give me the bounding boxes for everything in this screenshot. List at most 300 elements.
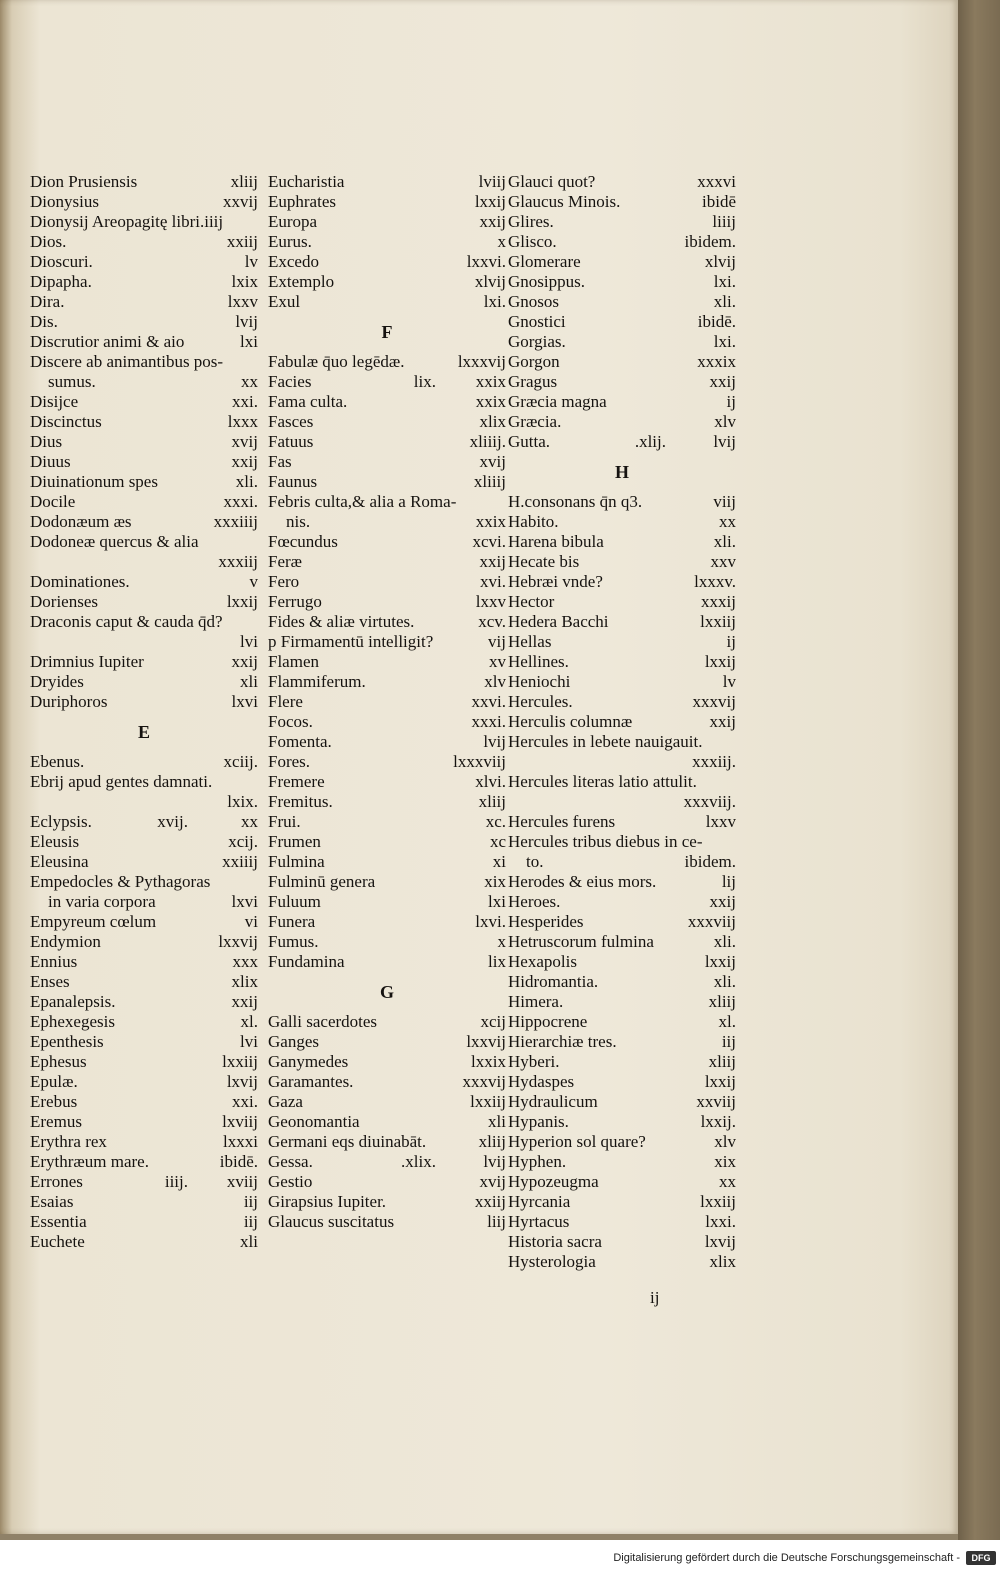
entry-term: Girapsius Iupiter. [268, 1192, 387, 1211]
entry-term: Docile [30, 492, 76, 511]
entry-folio: xlv [714, 412, 736, 431]
entry-term: Dion Prusiensis [30, 172, 138, 191]
entry-term: Euphrates [268, 192, 336, 211]
entry-term: Exul [268, 292, 301, 311]
index-entry [268, 532, 506, 552]
entry-term: Flammiferum. [268, 672, 366, 691]
entry-term: Dominationes. [30, 572, 130, 591]
entry-term: Hyrcania [508, 1192, 571, 1211]
entry-folio: lv [722, 672, 736, 691]
index-entry [268, 1212, 506, 1232]
index-entry [30, 972, 258, 992]
entry-term: Hyrtacus [508, 1212, 570, 1231]
entry-folio: xxvi. [471, 692, 506, 711]
entry-folio: xc. [485, 812, 506, 831]
entry-folio: ibidē. [219, 1152, 258, 1171]
entry-folio: xxij [709, 712, 736, 731]
entry-term: Glomerare [508, 252, 581, 271]
index-entry [508, 292, 736, 312]
entry-folio: xxij [709, 892, 736, 911]
entry-term: Fremitus. [268, 792, 333, 811]
index-entry [268, 1072, 506, 1092]
entry-term: Extemplo [268, 272, 335, 291]
index-entry [268, 612, 506, 632]
entry-term: Fabulæ q̄uo legēdæ. [268, 352, 405, 371]
entry-term: Fides & aliæ virtutes. [268, 612, 415, 631]
entry-folio: xlix [709, 1252, 736, 1271]
index-column-2 [268, 172, 506, 1232]
entry-term: Hydraulicum [508, 1092, 598, 1111]
index-entry [30, 332, 258, 352]
index-entry [30, 1232, 258, 1252]
entry-folio: xvij [231, 432, 258, 451]
entry-term: Glaucus Minois. [508, 192, 621, 211]
entry-term: Errones [30, 1172, 83, 1191]
index-entry [508, 252, 736, 272]
index-entry [30, 1152, 258, 1172]
index-entry [30, 792, 258, 812]
entry-term: Ephesus [30, 1052, 87, 1071]
entry-folio: lxvi [231, 892, 258, 911]
entry-folio: xli. [713, 532, 736, 551]
entry-term: Hercules literas latio attulit. [508, 772, 697, 791]
entry-secondary-ref: .xlix. [401, 1152, 436, 1171]
entry-folio: xciij. [223, 752, 258, 771]
entry-term: Hippocrene [508, 1012, 588, 1031]
index-entry [268, 1112, 506, 1132]
entry-folio: lxxij [226, 592, 258, 611]
entry-term: Hebræi vnde? [508, 572, 603, 591]
entry-folio: ibidem. [684, 232, 736, 251]
index-entry [268, 792, 506, 812]
index-entry [508, 372, 736, 392]
index-entry [268, 552, 506, 572]
entry-folio: xlvij [474, 272, 506, 291]
index-entry [268, 192, 506, 212]
entry-folio: lij [721, 872, 736, 891]
entry-term: H.consonans q̄n q3. [508, 492, 643, 511]
entry-folio: xviij [226, 1172, 258, 1191]
entry-term: Esaias [30, 1192, 74, 1211]
entry-term: Hercules. [508, 692, 573, 711]
index-entry [508, 1052, 736, 1072]
entry-folio: lxi. [713, 272, 736, 291]
entry-folio: lxix [231, 272, 258, 291]
index-entry [508, 732, 736, 752]
index-entry [268, 1132, 506, 1152]
entry-folio: lxxij. [700, 1112, 736, 1131]
entry-term: Gorgias. [508, 332, 566, 351]
index-entry [268, 512, 506, 532]
entry-folio: xli. [713, 972, 736, 991]
entry-folio: xlix [479, 412, 506, 431]
index-entry [268, 772, 506, 792]
entry-folio: lxxi. [705, 1212, 736, 1231]
index-entry [30, 1192, 258, 1212]
entry-term: Flamen [268, 652, 319, 671]
entry-folio: x [497, 932, 506, 951]
index-entry [268, 912, 506, 932]
entry-term: Hecate bis [508, 552, 580, 571]
entry-folio: xxxiiij [213, 512, 258, 531]
index-entry [30, 1112, 258, 1132]
index-entry [508, 532, 736, 552]
entry-term: Eleusina [30, 852, 89, 871]
entry-folio: xxvij [223, 192, 258, 211]
index-entry [508, 872, 736, 892]
index-entry [30, 872, 258, 892]
index-entry [268, 172, 506, 192]
index-entry [268, 752, 506, 772]
entry-term: Fores. [268, 752, 311, 771]
entry-term: Heniochi [508, 672, 571, 691]
entry-term: Fœcundus [268, 532, 338, 551]
entry-folio: xxv [710, 552, 736, 571]
index-entry [268, 412, 506, 432]
section-letter: E [137, 722, 150, 742]
entry-term: Dorienses [30, 592, 98, 611]
entry-folio: xcvi. [472, 532, 506, 551]
entry-folio: xi [492, 852, 506, 871]
entry-term: Dodonæum æs [30, 512, 132, 531]
index-entry [30, 472, 258, 492]
index-entry [268, 1092, 506, 1112]
entry-folio: xlvij [704, 252, 736, 271]
entry-folio: lxxiij [700, 1192, 736, 1211]
entry-folio: xxi. [232, 392, 258, 411]
index-entry [30, 992, 258, 1012]
entry-folio: lxxij [474, 192, 506, 211]
index-entry [268, 1152, 506, 1172]
entry-term: Himera. [508, 992, 564, 1011]
entry-folio: xxxij [701, 592, 736, 611]
entry-term: Dira. [30, 292, 65, 311]
entry-folio: xc [489, 832, 506, 851]
entry-folio: lxvij [226, 1072, 258, 1091]
index-entry [30, 532, 258, 552]
index-entry [268, 1172, 506, 1192]
section-letter: F [381, 322, 393, 342]
entry-term: Flere [268, 692, 303, 711]
entry-term: Græcia. [508, 412, 562, 431]
index-entry [30, 692, 258, 712]
entry-term: Ferrugo [268, 592, 322, 611]
index-entry [30, 432, 258, 452]
index-entry [30, 592, 258, 612]
index-entry [268, 1052, 506, 1072]
entry-folio: lvi [240, 1032, 258, 1051]
footer-credit: Digitalisierung gefördert durch die Deutsche Forschungsgemeinschaft - [613, 1552, 960, 1564]
entry-folio: lxxvi. [466, 252, 506, 271]
entry-folio: xv [489, 652, 506, 671]
entry-term: Hercules tribus diebus in ce- [508, 832, 703, 851]
entry-folio: xcij. [228, 832, 258, 851]
entry-term: Focos. [268, 712, 313, 731]
entry-folio: lxxiij [470, 1092, 506, 1111]
entry-folio: xx [241, 372, 258, 391]
entry-term: Erebus [30, 1092, 78, 1111]
entry-folio: iij [243, 1212, 258, 1231]
entry-term: Gutta. [508, 432, 551, 451]
entry-folio: lxvi [231, 692, 258, 711]
index-entry [30, 392, 258, 412]
entry-folio: lxxxv. [694, 572, 736, 591]
index-column-1 [30, 172, 258, 1252]
index-entry [508, 512, 736, 532]
index-entry [268, 592, 506, 612]
entry-folio: xxiiij [222, 852, 258, 871]
index-entry [30, 632, 258, 652]
entry-secondary-ref: iiij. [164, 1172, 188, 1191]
index-entry [508, 1092, 736, 1112]
entry-term: Fulmina [268, 852, 325, 871]
entry-term: nis. [286, 512, 311, 531]
entry-term: Ebenus. [30, 752, 85, 771]
entry-term: Diuinationum spes [30, 472, 158, 491]
entry-secondary-ref: .xlij. [634, 432, 666, 451]
index-entry [30, 812, 258, 832]
entry-term: Feræ [268, 552, 302, 571]
entry-term: Ephexegesis [30, 1012, 115, 1031]
index-entry [30, 1172, 258, 1192]
entry-term: Hercules furens [508, 812, 616, 831]
index-entry [30, 192, 258, 212]
index-entry [508, 832, 736, 852]
entry-term: Harena bibula [508, 532, 604, 551]
entry-folio: xli [488, 1112, 506, 1131]
entry-term: Hellas [508, 632, 552, 651]
index-entry [508, 992, 736, 1012]
index-entry [508, 1112, 736, 1132]
entry-term: Fero [268, 572, 300, 591]
entry-term: Herodes & eius mors. [508, 872, 657, 891]
entry-folio: xxxvi [697, 172, 736, 191]
index-entry [508, 1032, 736, 1052]
index-entry [30, 892, 258, 912]
entry-folio: xxxix [697, 352, 736, 371]
entry-folio: x [497, 232, 506, 251]
entry-folio: xli [240, 672, 258, 691]
entry-folio: xvij [479, 452, 506, 471]
index-entry [30, 932, 258, 952]
index-entry [508, 492, 736, 512]
entry-folio: lxvi. [475, 912, 506, 931]
index-entry [508, 352, 736, 372]
index-entry [508, 932, 736, 952]
entry-folio: lxxxviij [453, 752, 506, 771]
index-entry [30, 572, 258, 592]
entry-folio: lxxij [704, 952, 736, 971]
index-entry [508, 692, 736, 712]
entry-term: Eleusis [30, 832, 80, 851]
entry-folio: lxi. [713, 332, 736, 351]
entry-folio: xxix [475, 392, 506, 411]
entry-term: Ganges [268, 1032, 319, 1051]
entry-folio: liij [487, 1212, 506, 1231]
entry-folio: lxi. [483, 292, 506, 311]
index-entry [30, 1212, 258, 1232]
entry-term: Græcia magna [508, 392, 607, 411]
index-entry [508, 1152, 736, 1172]
entry-term: Glisco. [508, 232, 557, 251]
entry-term: Dius [30, 432, 63, 451]
index-entry [268, 732, 506, 752]
entry-folio: lxxvij [218, 932, 258, 951]
index-entry [268, 472, 506, 492]
entry-folio: lxxiij [222, 1052, 258, 1071]
entry-term: to. [526, 852, 544, 871]
index-entry [268, 692, 506, 712]
entry-folio: lxi [488, 892, 506, 911]
entry-term: Hellines. [508, 652, 569, 671]
entry-folio: lxviij [222, 1112, 258, 1131]
entry-term: Hercules in lebete nauigauit. [508, 732, 703, 751]
index-entry [508, 952, 736, 972]
entry-folio: lxxv [705, 812, 736, 831]
entry-folio: ij [726, 632, 736, 651]
entry-term: Dryides [30, 672, 84, 691]
entry-folio: xli. [235, 472, 258, 491]
entry-folio: ij [726, 392, 736, 411]
entry-folio: lv [244, 252, 258, 271]
entry-folio: lxxvij [466, 1032, 506, 1051]
entry-term: Faunus [268, 472, 318, 491]
entry-term: Gnosippus. [508, 272, 585, 291]
index-entry [508, 192, 736, 212]
index-entry [268, 392, 506, 412]
index-entry [268, 1192, 506, 1212]
entry-folio: xlix [231, 972, 258, 991]
entry-term: Diuus [30, 452, 71, 471]
index-entry [30, 292, 258, 312]
index-entry [30, 1072, 258, 1092]
entry-term: Duriphoros [30, 692, 108, 711]
entry-term: Febris culta,& alia a Roma- [268, 492, 457, 511]
index-entry [30, 212, 258, 232]
entry-term: Eremus [30, 1112, 82, 1131]
entry-term: p Firmamentū intelligit? [268, 632, 434, 651]
entry-folio: xxxvij [462, 1072, 506, 1091]
entry-term: Geonomantia [268, 1112, 360, 1131]
entry-term: Hydaspes [508, 1072, 575, 1091]
entry-term: Facies [268, 372, 312, 391]
entry-folio: xliiij. [469, 432, 506, 451]
entry-term: Herculis columnæ [508, 712, 633, 731]
entry-term: Ebrij apud gentes damnati. [30, 772, 213, 791]
entry-term: Gorgon [508, 352, 560, 371]
index-entry [508, 232, 736, 252]
entry-term: Disijce [30, 392, 79, 411]
entry-folio: xxix [475, 372, 506, 391]
entry-folio: xcij [480, 1012, 506, 1031]
index-entry [30, 552, 258, 572]
index-entry [268, 272, 506, 292]
entry-term: Empedocles & Pythagoras [30, 872, 211, 891]
entry-term: Europa [268, 212, 318, 231]
index-entry [508, 752, 736, 772]
entry-folio: lxxij [704, 1072, 736, 1091]
index-entry [268, 632, 506, 652]
entry-folio: xx [719, 1172, 736, 1191]
entry-folio: xcv. [478, 612, 506, 631]
entry-term: Fremere [268, 772, 325, 791]
entry-folio: lxxij [704, 652, 736, 671]
index-entry [508, 632, 736, 652]
entry-secondary-ref: lix. [413, 372, 436, 391]
entry-folio: lxxiij [700, 612, 736, 631]
entry-term: Glauci quot? [508, 172, 596, 191]
entry-term: Hedera Bacchi [508, 612, 609, 631]
entry-term: Fama culta. [268, 392, 348, 411]
entry-term: Fulminū genera [268, 872, 376, 891]
entry-folio: lviij [478, 172, 506, 191]
entry-folio: lvij [483, 732, 506, 751]
entry-folio: ibidem. [684, 852, 736, 871]
index-entry [508, 812, 736, 832]
entry-term: Garamantes. [268, 1072, 354, 1091]
entry-term: Galli sacerdotes [268, 1012, 378, 1031]
index-entry [508, 432, 736, 452]
entry-term: sumus. [48, 372, 96, 391]
entry-folio: xxxviij [687, 912, 736, 931]
entry-folio: ibidē [702, 192, 736, 211]
index-entry [30, 752, 258, 772]
entry-term: Hypozeugma [508, 1172, 599, 1191]
index-entry [30, 1132, 258, 1152]
entry-term: Fasces [268, 412, 314, 431]
index-entry [30, 172, 258, 192]
index-entry [508, 312, 736, 332]
entry-folio: xxxviij. [683, 792, 736, 811]
index-entry [268, 932, 506, 952]
index-entry [268, 352, 506, 372]
entry-folio: ibidē. [697, 312, 736, 331]
index-entry [508, 212, 736, 232]
entry-folio: xl. [240, 1012, 258, 1031]
entry-term: Dionysij Areopagitę libri.iiij [30, 212, 224, 231]
entry-folio: lxxix [471, 1052, 506, 1071]
entry-folio: lxxv [475, 592, 506, 611]
entry-term: Historia sacra [508, 1232, 602, 1251]
entry-term: Fas [268, 452, 292, 471]
index-entry [30, 372, 258, 392]
entry-folio: vij [488, 632, 506, 651]
index-entry [508, 1232, 736, 1252]
entry-term: Dipapha. [30, 272, 92, 291]
index-entry [30, 1032, 258, 1052]
entry-folio: iij [243, 1192, 258, 1211]
entry-folio: xx [719, 512, 736, 531]
entry-folio: xli. [713, 292, 736, 311]
index-entry [268, 812, 506, 832]
index-entry [508, 672, 736, 692]
entry-folio: xvi. [480, 572, 506, 591]
index-entry [30, 912, 258, 932]
entry-folio: xxiij [474, 1192, 506, 1211]
entry-term: Dodoneæ quercus & alia [30, 532, 199, 551]
index-entry [30, 492, 258, 512]
index-entry [30, 352, 258, 372]
dfg-logo: DFG [966, 1551, 996, 1565]
index-entry [30, 512, 258, 532]
entry-folio: xlv [484, 672, 506, 691]
entry-folio: xxiij [226, 232, 258, 251]
entry-folio: xl. [718, 1012, 736, 1031]
entry-term: Frui. [268, 812, 301, 831]
entry-term: Fumus. [268, 932, 319, 951]
index-entry [508, 1132, 736, 1152]
index-entry [508, 172, 736, 192]
